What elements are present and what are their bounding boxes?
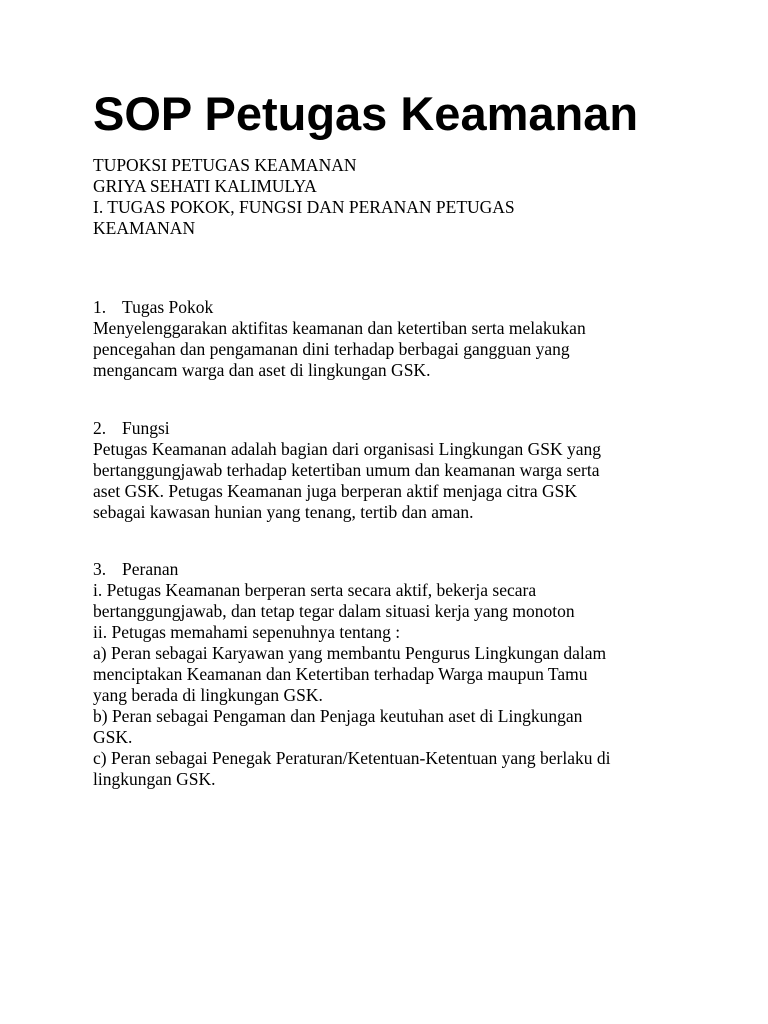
section-heading-label: Tugas Pokok <box>122 297 214 317</box>
paragraph-line: sebagai kawasan hunian yang tenang, tertib dan aman. <box>93 502 474 522</box>
header-line: TUPOKSI PETUGAS KEAMANAN <box>93 155 357 175</box>
paragraph-line: b) Peran sebagai Pengaman dan Penjaga keutuhan aset di Lingkungan <box>93 706 583 726</box>
document-title: SOP Petugas Keamanan <box>93 87 639 140</box>
header-line: GRIYA SEHATI KALIMULYA <box>93 176 317 196</box>
section-number: 3. <box>93 559 107 579</box>
paragraph-line: GSK. <box>93 727 133 747</box>
section-heading-label: Peranan <box>122 559 179 579</box>
paragraph-line: bertanggungjawab, dan tetap tegar dalam situasi kerja yang monoton <box>93 601 575 621</box>
section-heading-label: Fungsi <box>122 418 170 438</box>
document-header <box>93 155 693 239</box>
header-line: KEAMANAN <box>93 218 196 238</box>
paragraph-line: mengancam warga dan aset di lingkungan GSK. <box>93 360 431 380</box>
section-heading <box>93 418 693 439</box>
section-number: 1. <box>93 297 107 317</box>
paragraph-line: i. Petugas Keamanan berperan serta secara aktif, bekerja secara <box>93 580 537 600</box>
paragraph-line: a) Peran sebagai Karyawan yang membantu Pengurus Lingkungan dalam <box>93 643 607 663</box>
section-number: 2. <box>93 418 107 438</box>
paragraph-line: bertanggungjawab terhadap ketertiban umum dan keamanan warga serta <box>93 460 600 480</box>
paragraph-line: menciptakan Keamanan dan Ketertiban terhadap Warga maupun Tamu <box>93 664 588 684</box>
section-peranan <box>93 559 693 790</box>
section-heading <box>93 297 693 318</box>
paragraph-line: yang berada di lingkungan GSK. <box>93 685 323 705</box>
header-line: I. TUGAS POKOK, FUNGSI DAN PERANAN PETUGAS <box>93 197 515 217</box>
paragraph-line: Petugas Keamanan adalah bagian dari organisasi Lingkungan GSK yang <box>93 439 602 459</box>
paragraph-line: lingkungan GSK. <box>93 769 216 789</box>
paragraph-line: Menyelenggarakan aktifitas keamanan dan ketertiban serta melakukan <box>93 318 586 338</box>
paragraph-line: aset GSK. Petugas Keamanan juga berperan aktif menjaga citra GSK <box>93 481 578 501</box>
paragraph-line: ii. Petugas memahami sepenuhnya tentang : <box>93 622 401 642</box>
section-heading <box>93 559 693 580</box>
section-fungsi <box>93 418 693 523</box>
section-tugas-pokok <box>93 297 693 381</box>
paragraph-line: c) Peran sebagai Penegak Peraturan/Ketentuan-Ketentuan yang berlaku di <box>93 748 611 768</box>
paragraph-line: pencegahan dan pengamanan dini terhadap berbagai gangguan yang <box>93 339 570 359</box>
